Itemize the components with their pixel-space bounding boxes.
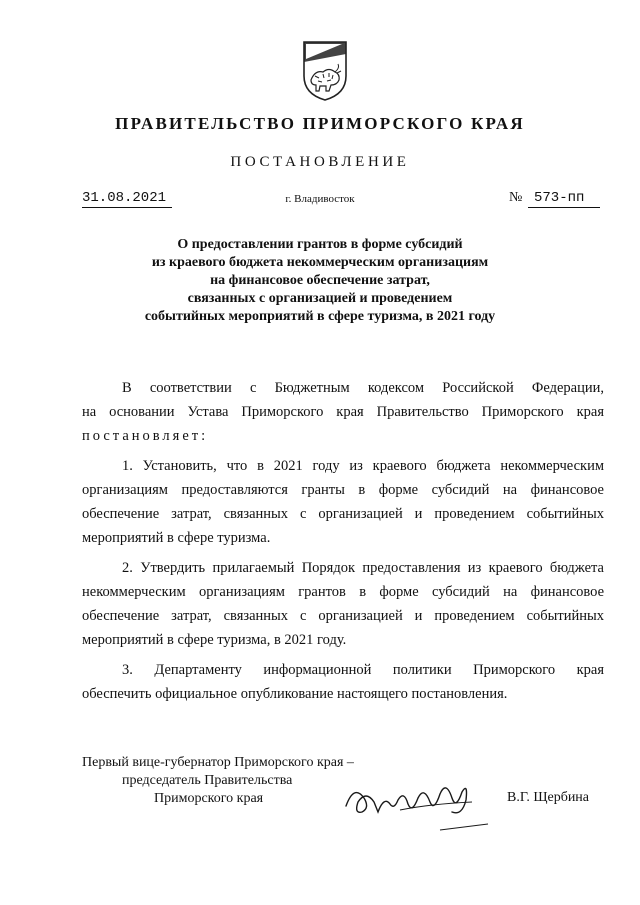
coat-of-arms-icon [302,40,348,102]
subject-line: О предоставлении грантов в форме субсидий [177,237,463,252]
position-line: Первый вице-губернатор Приморского края – [82,755,354,770]
position-line: председатель Правительства [122,773,293,788]
document-city: г. Владивосток [285,193,355,205]
item-2-line: мероприятий в сфере туризма, в 2021 году. [82,632,347,648]
item-1-line: организациям предоставляются гранты в форме субсидий на финансовое [82,482,604,498]
item-2-line: некоммерческим организациям грантов в форме субсидий на финансовое [82,584,604,600]
subject-line: событийных мероприятий в сфере туризма, в 2021 году [144,309,496,324]
subject-line: из краевого бюджета некоммерческим организациям [151,255,489,270]
document-subject [0,236,640,326]
item-2-line: обеспечение затрат, связанных с организацией и проведением событийных [82,608,604,624]
document-type: ПОСТАНОВЛЕНИЕ [230,154,410,170]
document-body [82,376,604,706]
item-3-line: обеспечить официальное опубликование настоящего постановления. [82,686,508,702]
item-1-line: обеспечение затрат, связанных с организацией и проведением событийных [82,506,604,522]
signatory-position [82,754,354,808]
item-3-line: 3. Департаменту информационной политики Приморского края [122,662,604,678]
item-1-line: 1. Установить, что в 2021 году из краевого бюджета некоммерческим [122,458,604,474]
position-line: Приморского края [154,791,264,806]
document-date: 31.08.2021 [82,190,172,208]
item-1-line: мероприятий в сфере туризма. [82,530,271,546]
item-2-line: 2. Утвердить прилагаемый Порядок предоставления из краевого бюджета [122,560,604,576]
signatory-name: В.Г. Щербина [507,790,590,805]
preamble-line: В соответствии с Бюджетным кодексом Российской Федерации, [122,380,604,396]
handwritten-signature-icon [340,772,490,834]
government-title: ПРАВИТЕЛЬСТВО ПРИМОРСКОГО КРАЯ [115,114,525,133]
subject-line: на финансовое обеспечение затрат, [210,273,430,288]
subject-line: связанных с организацией и проведением [187,291,453,306]
document-number: 573-пп [528,190,600,208]
preamble-line: на основании Устава Приморского края Правительство Приморского края [82,404,604,420]
document-number-label: № [509,190,523,205]
resolves-word: постановляет: [82,428,209,444]
